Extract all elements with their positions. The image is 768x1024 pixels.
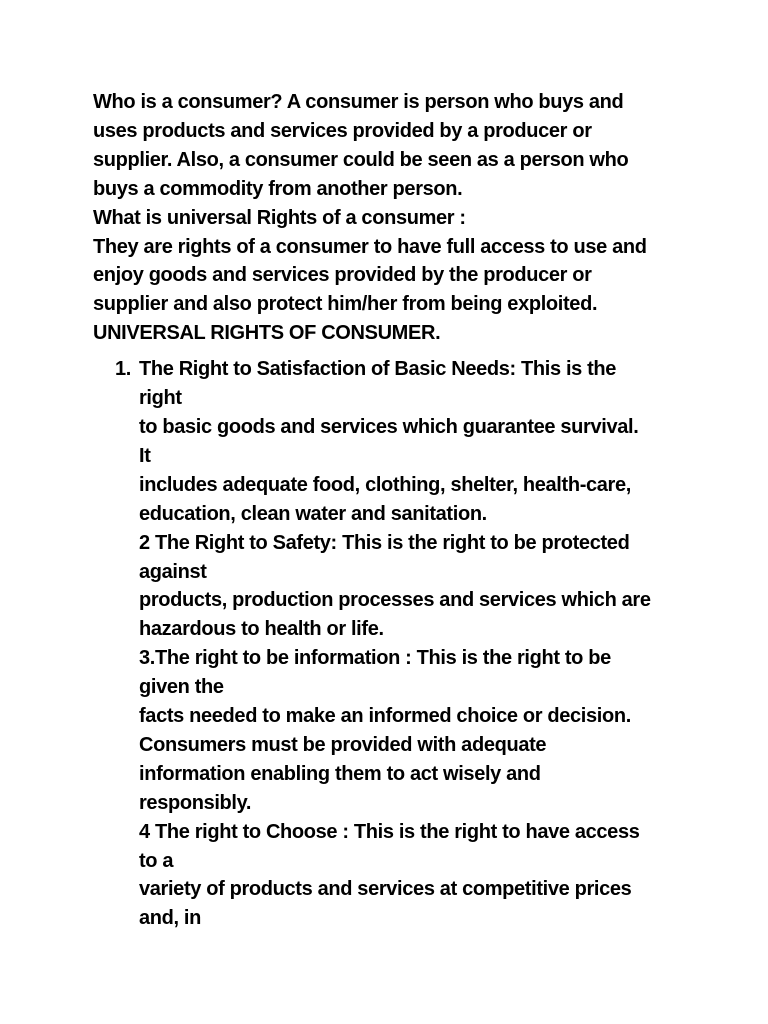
list-item-line xyxy=(93,586,733,615)
rights-list xyxy=(93,355,733,933)
intro-line: uses products and services provided by a producer or xyxy=(93,119,592,142)
list-line-text: products, production processes and services which are xyxy=(139,589,651,612)
list-item-line xyxy=(93,702,733,731)
list-item-line xyxy=(93,355,733,384)
document-body xyxy=(93,88,733,933)
intro-line: supplier. Also, a consumer could be seen as a person who xyxy=(93,148,629,171)
list-line-text: to basic goods and services which guarantee survival. xyxy=(139,415,639,438)
list-line-text: 4 The right to Choose : This is the right to have access xyxy=(139,820,640,843)
intro-section xyxy=(93,88,733,348)
list-line-text: responsibly. xyxy=(139,791,252,814)
list-line-text: hazardous to health or life. xyxy=(139,618,384,641)
definition-line: supplier and also protect him/her from being exploited. xyxy=(93,293,598,316)
list-marker: 1. xyxy=(115,358,131,381)
intro-line: Who is a consumer? A consumer is person who buys and xyxy=(93,91,624,113)
intro-line: buys a commodity from another person. xyxy=(93,177,463,200)
list-item-line xyxy=(93,529,733,558)
list-item-line xyxy=(93,558,733,587)
definition-line: enjoy goods and services provided by the producer or xyxy=(93,264,592,287)
list-item-line xyxy=(93,500,733,529)
list-item-line xyxy=(93,760,733,789)
list-item-line xyxy=(93,875,733,904)
list-line-text: information enabling them to act wisely and xyxy=(139,762,541,785)
list-line-text: includes adequate food, clothing, shelter, health-care, xyxy=(139,473,631,496)
list-item-line xyxy=(93,644,733,673)
list-line-text: 2 The Right to Safety: This is the right to be protected xyxy=(139,531,630,554)
list-item-line xyxy=(93,413,733,442)
list-line-text: Consumers must be provided with adequate xyxy=(139,733,547,756)
list-item-line xyxy=(93,471,733,500)
list-line-text: education, clean water and sanitation. xyxy=(139,502,487,525)
list-line-text: given the xyxy=(139,676,224,699)
list-item-line xyxy=(93,731,733,760)
list-item-line xyxy=(93,789,733,818)
list-item-line xyxy=(93,673,733,702)
list-line-text: variety of products and services at competitive prices xyxy=(139,878,632,901)
list-item-line xyxy=(93,818,733,847)
definition-line: They are rights of a consumer to have full access to use and xyxy=(93,235,647,258)
list-line-text: to a xyxy=(139,849,174,872)
question-line: What is universal Rights of a consumer : xyxy=(93,206,466,229)
list-line-text: right xyxy=(139,387,182,410)
list-item-line xyxy=(93,384,733,413)
section-heading: UNIVERSAL RIGHTS OF CONSUMER. xyxy=(93,322,441,345)
list-line-text: 3.The right to be information : This is the right to be xyxy=(139,647,611,670)
list-line-text: and, in xyxy=(139,907,201,930)
list-line-text: The Right to Satisfaction of Basic Needs: This is the xyxy=(139,358,617,381)
list-line-text: against xyxy=(139,560,207,583)
list-item-line xyxy=(93,442,733,471)
list-line-text: It xyxy=(139,444,151,467)
list-line-text: facts needed to make an informed choice or decision. xyxy=(139,705,631,728)
list-item-line xyxy=(93,904,733,933)
list-item-line xyxy=(93,615,733,644)
list-item-line xyxy=(93,847,733,876)
